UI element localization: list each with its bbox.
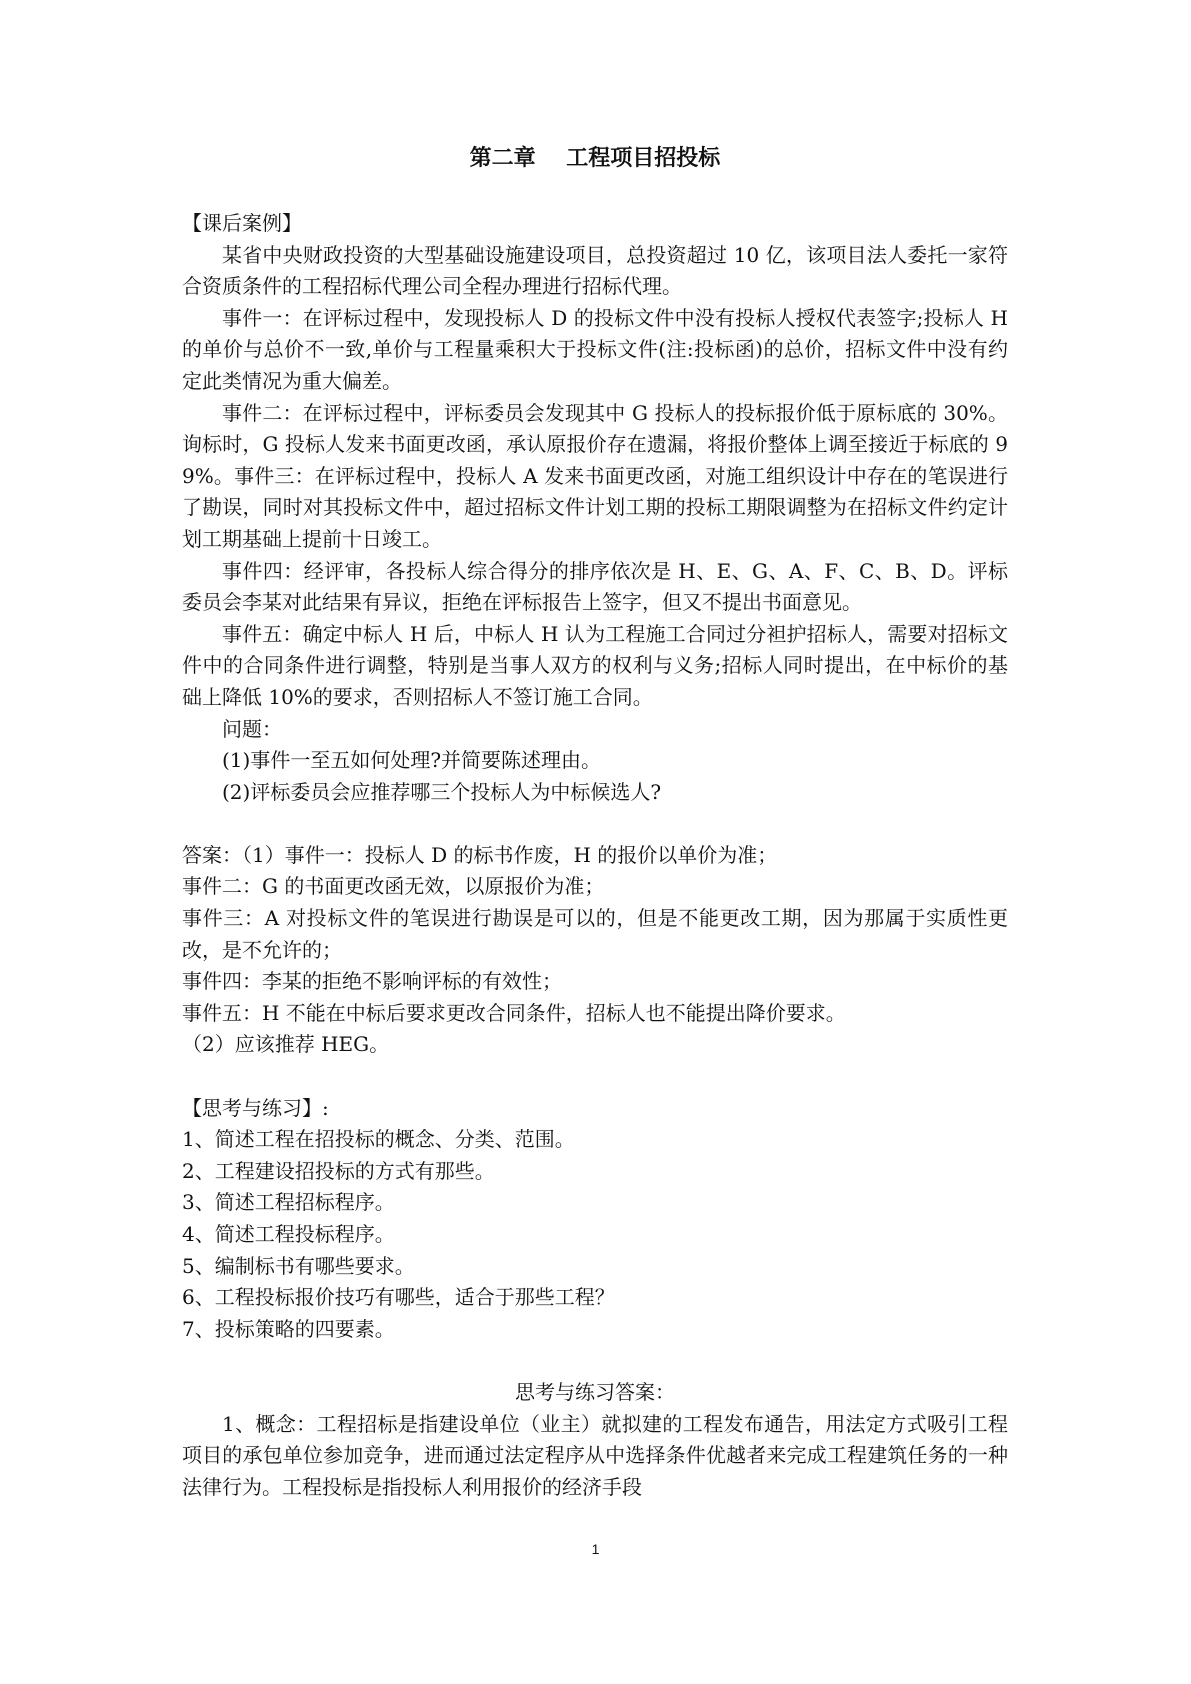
exercise-item: 7、投标策略的四要素。 — [182, 1316, 395, 1341]
page-number: 1 — [591, 1541, 600, 1557]
chapter-title: 第二章 工程项目招投标 — [469, 146, 721, 171]
answer-line-1: 答案：（1）事件一：投标人 D 的标书作废，H 的报价以单价为准； — [182, 842, 778, 867]
answer-line-6: （2）应该推荐 HEG。 — [182, 1032, 390, 1057]
spacer — [182, 1061, 1008, 1093]
exercise-answer-1: 1、概念：工程招标是指建设单位（业主）就拟建的工程发布通告，用法定方式吸引工程项目的承包单位参加竞争，进而通过法定程序从中选择条件优越者来完成工程建筑任务的一种法律行为。工程投标是指投标人利用报价的经济手段 — [182, 1411, 1008, 1499]
spacer — [182, 808, 1008, 840]
spacer — [182, 1345, 1008, 1377]
case-event-2-3: 事件二：在评标过程中，评标委员会发现其中 G 投标人的投标报价低于原标底的 30%。询标时，G 投标人发来书面更改函，承认原报价存在遗漏，将报价整体上调至接近于标底的 99%。事件三：在评标过程中，投标人 A 发来书面更改函，对施工组织设计中存在的笔误进行了勘误，同时对其投标文件中，超过招标文件计划工期的投标工期限调整为在招标文件约定计划工期基础上提前十日竣工。 — [182, 400, 1008, 551]
exercise-item: 1、简述工程在招投标的概念、分类、范围。 — [182, 1127, 575, 1152]
exercise-item: 2、工程建设招投标的方式有那些。 — [182, 1158, 495, 1183]
case-heading: 【课后案例】 — [182, 211, 302, 235]
exercise-item: 3、简述工程招标程序。 — [182, 1190, 395, 1215]
answer-line-5: 事件五：H 不能在中标后要求更改合同条件，招标人也不能提出降价要求。 — [182, 1000, 846, 1025]
exercise-item: 4、简述工程投标程序。 — [182, 1222, 395, 1246]
answer-line-3: 事件三：A 对投标文件的笔误进行勘误是可以的，但是不能更改工期，因为那属于实质性更改，是不允许的； — [182, 906, 1008, 962]
exercises-heading: 【思考与练习】: — [182, 1095, 329, 1120]
case-intro: 某省中央财政投资的大型基础设施建设项目，总投资超过 10 亿，该项目法人委托一家符合资质条件的工程招标代理公司全程办理进行招标代理。 — [182, 242, 1008, 299]
exercise-answers-heading: 思考与练习答案： — [515, 1379, 675, 1404]
answer-line-4: 事件四：李某的拒绝不影响评标的有效性； — [182, 969, 562, 994]
question-2: (2)评标委员会应推荐哪三个投标人为中标候选人? — [222, 779, 662, 804]
case-event-4: 事件四：经评审，各投标人综合得分的排序依次是 H、E、G、A、F、C、B、D。评标委员会李某对此结果有异议，拒绝在评标报告上签字，但又不提出书面意见。 — [182, 558, 1008, 615]
question-label: 问题： — [222, 716, 282, 741]
page-content — [182, 143, 1008, 1503]
case-event-5: 事件五：确定中标人 H 后，中标人 H 认为工程施工合同过分袒护招标人，需要对招标文件中的合同条件进行调整，特别是当事人双方的权利与义务;招标人同时提出，在中标价的基础上降低 10%的要求，否则招标人不签订施工合同。 — [182, 621, 1008, 709]
answer-line-2: 事件二：G 的书面更改函无效，以原报价为准； — [182, 874, 605, 899]
exercise-item: 6、工程投标报价技巧有哪些，适合于那些工程？ — [182, 1285, 615, 1310]
question-1: (1)事件一至五如何处理?并简要陈述理由。 — [222, 748, 602, 773]
exercise-item: 5、编制标书有哪些要求。 — [182, 1253, 415, 1278]
case-event-1: 事件一：在评标过程中，发现投标人 D 的投标文件中没有投标人授权代表签字;投标人 H 的单价与总价不一致,单价与工程量乘积大于投标文件(注:投标函)的总价，招标文件中没有约定此类情况为重大偏差。 — [182, 305, 1008, 393]
